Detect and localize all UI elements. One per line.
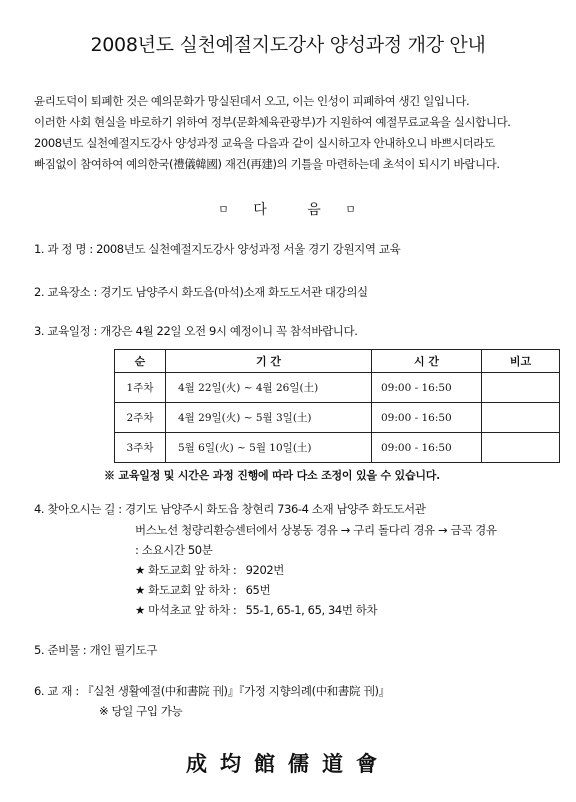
schedule-footnote: ※ 교육일정 및 시간은 과정 진행에 따라 다소 조정이 있을 수 있습니다. <box>104 469 440 482</box>
textbook-note: ※ 당일 구입 가능 <box>99 704 183 718</box>
section-value: 2008년도 실천예절지도강사 양성과정 서울 경기 강원지역 교육 <box>96 242 401 256</box>
square-bullet-icon: ㅁ <box>218 203 231 216</box>
period-cell: 5월 6일(火) ~ 5월 10일(土) <box>166 433 372 463</box>
intro-line: 빠짐없이 참여하여 예의한국(禮儀韓國) 재건(再建)의 기틀을 마련하는데 초석이 되시기 바랍니다. <box>34 157 500 171</box>
section-value: 경기도 남양주시 화도읍(마석)소재 화도도서관 대강의실 <box>100 285 368 299</box>
column-header: 기 간 <box>166 350 372 373</box>
section-label: 6. 교 재 : <box>34 684 79 698</box>
center-heading <box>0 199 576 219</box>
note-cell <box>482 403 560 433</box>
heading-word: 음 <box>307 202 323 218</box>
section-course-name <box>34 241 400 257</box>
bus-stop-label: ★ 마석초교 앞 하차 : <box>135 603 237 617</box>
section-label: 3. 교육일정 : <box>34 324 97 338</box>
table-row <box>115 373 560 403</box>
table-row <box>115 433 560 463</box>
section-value: 『실천 생활예절(中和書院 刊)』『가정 지향의례(中和書院 刊)』 <box>82 684 390 698</box>
week-cell: 1주차 <box>115 373 166 403</box>
schedule-table <box>114 349 560 463</box>
bus-stop-item <box>135 602 377 618</box>
intro-line: 2008년도 실천예절지도강사 양성과정 교육을 다음과 같이 실시하고자 안내하오니 바쁘시더라도 <box>34 136 495 150</box>
section-value: 개인 필기도구 <box>89 643 158 657</box>
bus-stop-label: ★ 화도교회 앞 하차 : <box>135 583 237 597</box>
intro-line: 윤리도덕이 퇴폐한 것은 예의문화가 망실된데서 오고, 이는 인성이 피폐하여 생긴 일입니다. <box>34 94 470 108</box>
section-supplies <box>34 642 157 658</box>
section-label: 2. 교육장소 : <box>34 285 97 299</box>
address-text: 경기도 남양주시 화도읍 창현리 736-4 소재 남양주 화도도서관 <box>124 502 426 516</box>
time-cell: 09:00 - 16:50 <box>372 373 482 403</box>
bus-stop-label: ★ 화도교회 앞 하차 : <box>135 563 237 577</box>
period-cell: 4월 29일(火) ~ 5월 3일(土) <box>166 403 372 433</box>
section-schedule <box>34 323 357 339</box>
intro-paragraph <box>34 91 564 175</box>
period-cell: 4월 22일(火) ~ 4월 26일(土) <box>166 373 372 403</box>
section-venue <box>34 284 368 300</box>
week-cell: 2주차 <box>115 403 166 433</box>
bus-numbers: 55-1, 65-1, 65, 34번 하차 <box>245 603 378 617</box>
bus-stop-item <box>135 582 270 598</box>
bus-stop-item <box>135 562 284 578</box>
note-cell <box>482 373 560 403</box>
square-bullet-icon: ㅁ <box>345 203 358 216</box>
column-header: 순 <box>115 350 166 373</box>
organization-name: 成均館儒道會 <box>186 751 390 776</box>
document-title: 2008년도 실천예절지도강사 양성과정 개강 안내 <box>90 34 486 56</box>
section-directions <box>34 501 425 517</box>
bus-numbers: 9202번 <box>245 563 285 577</box>
section-textbook <box>34 683 390 699</box>
bus-route: 버스노선 청량리환승센터에서 상봉동 경유 → 구리 돌다리 경유 → 금곡 경유 <box>135 523 497 537</box>
column-header: 비고 <box>482 350 560 373</box>
section-label: 5. 준비물 : <box>34 643 87 657</box>
section-value: 개강은 4월 22일 오전 9시 예정이니 꼭 참석바랍니다. <box>100 324 358 338</box>
table-header-row <box>115 350 560 373</box>
note-cell <box>482 433 560 463</box>
section-label: 4. 찾아오시는 길 : <box>34 502 122 516</box>
table-row <box>115 403 560 433</box>
intro-line: 이러한 사회 현실을 바로하기 위하여 정부(문화체육관광부)가 지원하여 예절무료교육을 실시합니다. <box>34 115 511 129</box>
time-cell: 09:00 - 16:50 <box>372 403 482 433</box>
column-header: 시 간 <box>372 350 482 373</box>
bus-numbers: 65번 <box>245 583 271 597</box>
time-cell: 09:00 - 16:50 <box>372 433 482 463</box>
week-cell: 3주차 <box>115 433 166 463</box>
heading-word: 다 <box>253 202 269 218</box>
travel-duration: : 소요시간 50분 <box>135 543 213 557</box>
section-label: 1. 과 정 명 : <box>34 242 93 256</box>
